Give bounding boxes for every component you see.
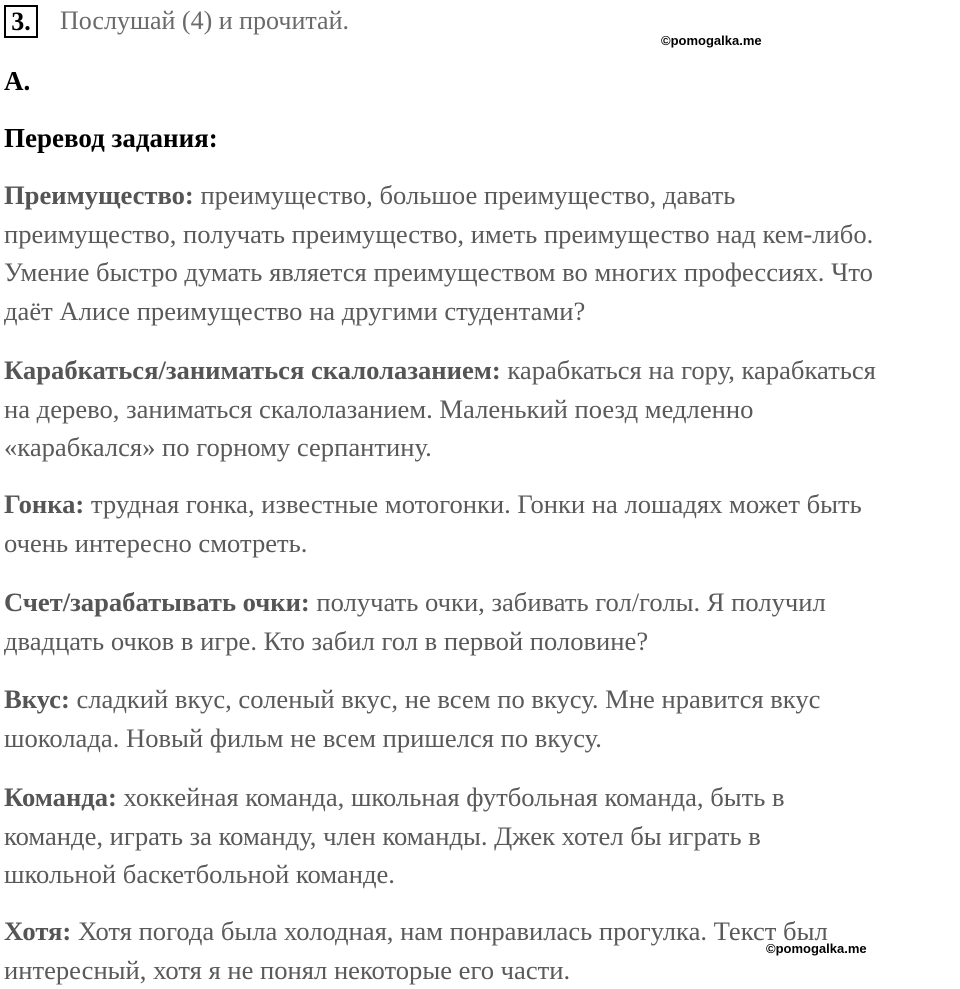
section-label: А. xyxy=(4,66,31,96)
entry-line: «карабкался» по горному серпантину. xyxy=(4,432,432,463)
entry-term: Карабкаться/заниматься скалолазанием: xyxy=(4,355,501,385)
entry-text: получать очки, забивать гол/голы. Я получил xyxy=(309,587,826,617)
entry-term: Счет/зарабатывать очки: xyxy=(4,587,310,617)
entry-line: на дерево, заниматься скалолазанием. Маленький поезд медленно xyxy=(4,393,754,424)
entry-term: Хотя: xyxy=(4,916,72,946)
entry-line: команде, играть за команду, член команды. Джек хотел бы играть в xyxy=(4,820,761,851)
entry-score xyxy=(4,583,960,660)
entry-text: хоккейная команда, школьная футбольная команда, быть в xyxy=(116,782,785,812)
task-instruction: Послушай (4) и прочитай. xyxy=(60,6,350,35)
entry-line: Умение быстро думать является преимуществом во многих профессиях. Что xyxy=(4,257,873,288)
entry-team xyxy=(4,778,960,894)
entry-taste xyxy=(4,680,960,757)
entry-text: карабкаться на гору, карабкаться xyxy=(500,355,876,385)
entry-line: интересный, хотя я не понял некоторые его части. xyxy=(4,954,571,985)
entry-line: очень интересно смотреть. xyxy=(4,527,308,558)
entry-text: сладкий вкус, соленый вкус, не всем по вкусу. Мне нравится вкус xyxy=(69,684,821,714)
entry-line xyxy=(4,680,960,719)
entry-term: Гонка: xyxy=(4,489,85,519)
entry-line: преимущество, получать преимущество, иметь преимущество над кем-либо. xyxy=(4,218,874,249)
entry-text: преимущество, большое преимущество, давать xyxy=(193,180,736,210)
entry-climb xyxy=(4,351,960,467)
task-header xyxy=(4,4,349,38)
entry-line: школьной баскетбольной команде. xyxy=(4,859,395,890)
entry-line: шоколада. Новый фильм не всем пришелся по вкусу. xyxy=(4,722,602,753)
watermark-bottom: ©pomogalka.me xyxy=(766,941,867,956)
entry-line xyxy=(4,351,960,390)
entry-line xyxy=(4,583,960,622)
entry-line: двадцать очков в игре. Кто забил гол в первой половине? xyxy=(4,625,649,656)
translation-heading: Перевод задания: xyxy=(4,123,218,153)
entry-race xyxy=(4,485,960,562)
entry-line xyxy=(4,778,960,817)
entry-line xyxy=(4,176,960,215)
watermark-top: ©pomogalka.me xyxy=(661,33,762,48)
entry-line xyxy=(4,485,960,524)
entry-term: Команда: xyxy=(4,782,117,812)
task-number-box: 3. xyxy=(4,5,38,38)
entry-term: Вкус: xyxy=(4,684,70,714)
entry-text: Хотя погода была холодная, нам понравилась прогулка. Текст был xyxy=(71,916,828,946)
entry-advantage xyxy=(4,176,960,330)
entry-term: Преимущество: xyxy=(4,180,194,210)
entry-text: трудная гонка, известные мотогонки. Гонки на лошадях может быть xyxy=(84,489,862,519)
entry-line: даёт Алисе преимущество на другими студентами? xyxy=(4,295,586,326)
